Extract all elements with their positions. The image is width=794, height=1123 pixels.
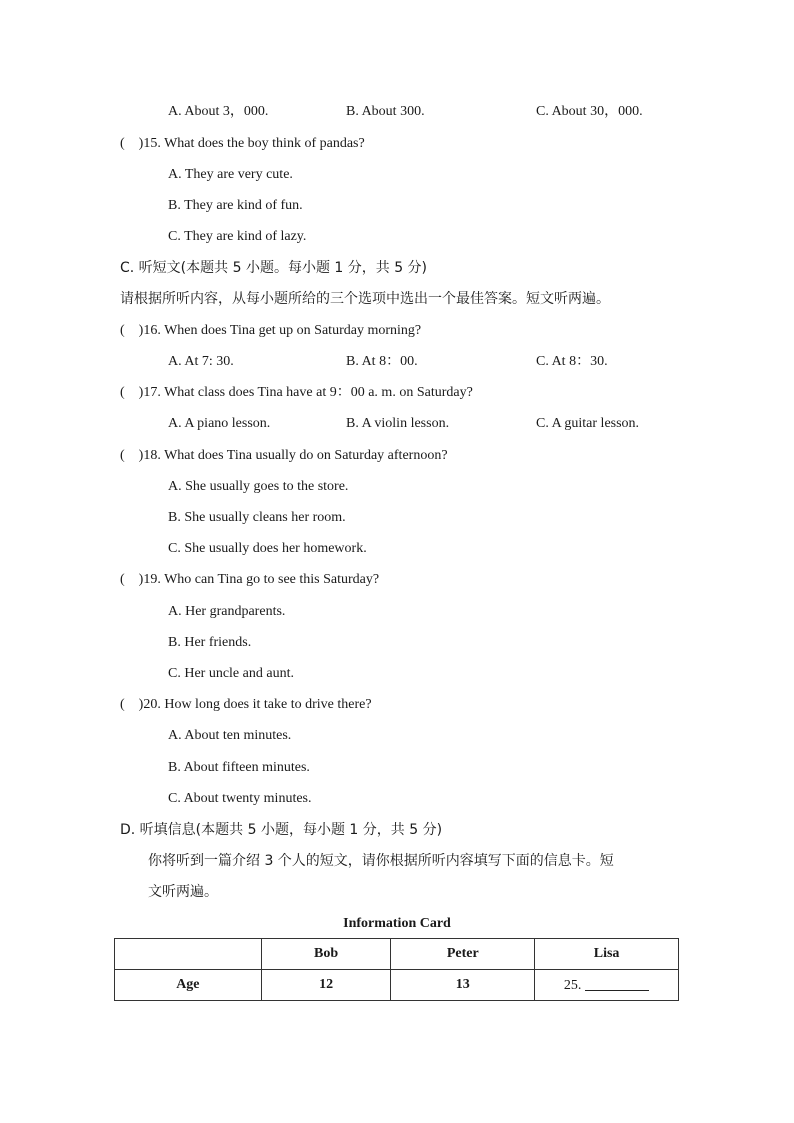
q20-option-a: A. About ten minutes. [168, 728, 292, 743]
q17-option-a: A. A piano lesson. [168, 416, 271, 431]
question-text: 18. What does Tina usually do on Saturday afternoon? [143, 448, 448, 463]
question-text: 19. Who can Tina go to see this Saturday? [143, 572, 380, 587]
question-20 [120, 696, 372, 714]
q20-option-b: B. About fifteen minutes. [168, 760, 310, 775]
answer-paren: ( ) [120, 448, 144, 463]
section-c-title: C. 听短文(本题共 5 小题。每小题 1 分，共 5 分) [120, 260, 428, 276]
q14-option-a: A. About 3，000. [168, 104, 269, 119]
q14-option-c: C. About 30，000. [536, 104, 643, 119]
question-text: 17. What class does Tina have at 9：00 a. m. on Saturday? [143, 385, 473, 400]
row-label-age: Age [115, 970, 262, 1001]
answer-blank[interactable] [585, 976, 649, 991]
q19-option-c: C. Her uncle and aunt. [168, 666, 294, 681]
q15-option-b: B. They are kind of fun. [168, 198, 303, 213]
q17-option-b: B. A violin lesson. [346, 416, 450, 431]
cell-bob-age: 12 [261, 970, 391, 1001]
q20-option-c: C. About twenty minutes. [168, 791, 312, 806]
q18-option-a: A. She usually goes to the store. [168, 479, 349, 494]
question-19 [120, 571, 379, 589]
header-cell-peter: Peter [391, 939, 535, 970]
header-cell-bob: Bob [261, 939, 391, 970]
section-c-instruction: 请根据所听内容，从每小题所给的三个选项中选出一个最佳答案。短文听两遍。 [120, 291, 610, 307]
table-header-row [115, 939, 679, 970]
question-text: 15. What does the boy think of pandas? [143, 136, 365, 151]
answer-paren: ( ) [120, 697, 144, 712]
answer-paren: ( ) [120, 385, 144, 400]
q19-option-a: A. Her grandparents. [168, 604, 286, 619]
section-d-instruction-line2: 文听两遍。 [148, 884, 218, 900]
q19-option-b: B. Her friends. [168, 635, 252, 650]
answer-paren: ( ) [120, 136, 144, 151]
q17-option-c: C. A guitar lesson. [536, 416, 640, 431]
q18-option-c: C. She usually does her homework. [168, 541, 367, 556]
question-17 [120, 384, 473, 402]
header-cell-empty [115, 939, 262, 970]
cell-lisa-age [535, 970, 679, 1001]
question-text: 20. How long does it take to drive there? [143, 697, 372, 712]
info-card-table [114, 938, 679, 1001]
header-cell-lisa: Lisa [535, 939, 679, 970]
q18-option-b: B. She usually cleans her room. [168, 510, 346, 525]
info-card-title: Information Card [343, 916, 451, 931]
q15-option-c: C. They are kind of lazy. [168, 229, 307, 244]
q15-option-a: A. They are very cute. [168, 167, 293, 182]
section-d-instruction-line1: 你将听到一篇介绍 3 个人的短文，请你根据所听内容填写下面的信息卡。短 [148, 853, 614, 869]
q16-option-b: B. At 8：00. [346, 354, 418, 369]
q16-option-c: C. At 8：30. [536, 354, 608, 369]
answer-paren: ( ) [120, 323, 144, 338]
question-18 [120, 447, 448, 465]
cell-peter-age: 13 [391, 970, 535, 1001]
q14-option-b: B. About 300. [346, 104, 425, 119]
answer-paren: ( ) [120, 572, 144, 587]
table-row-age [115, 970, 679, 1001]
question-16 [120, 322, 421, 340]
question-15 [120, 135, 365, 153]
q16-option-a: A. At 7: 30. [168, 354, 234, 369]
question-text: 16. When does Tina get up on Saturday morning? [143, 323, 422, 338]
answer-number-25: 25. [563, 978, 582, 993]
section-d-title: D. 听填信息(本题共 5 小题，每小题 1 分，共 5 分) [120, 822, 443, 838]
